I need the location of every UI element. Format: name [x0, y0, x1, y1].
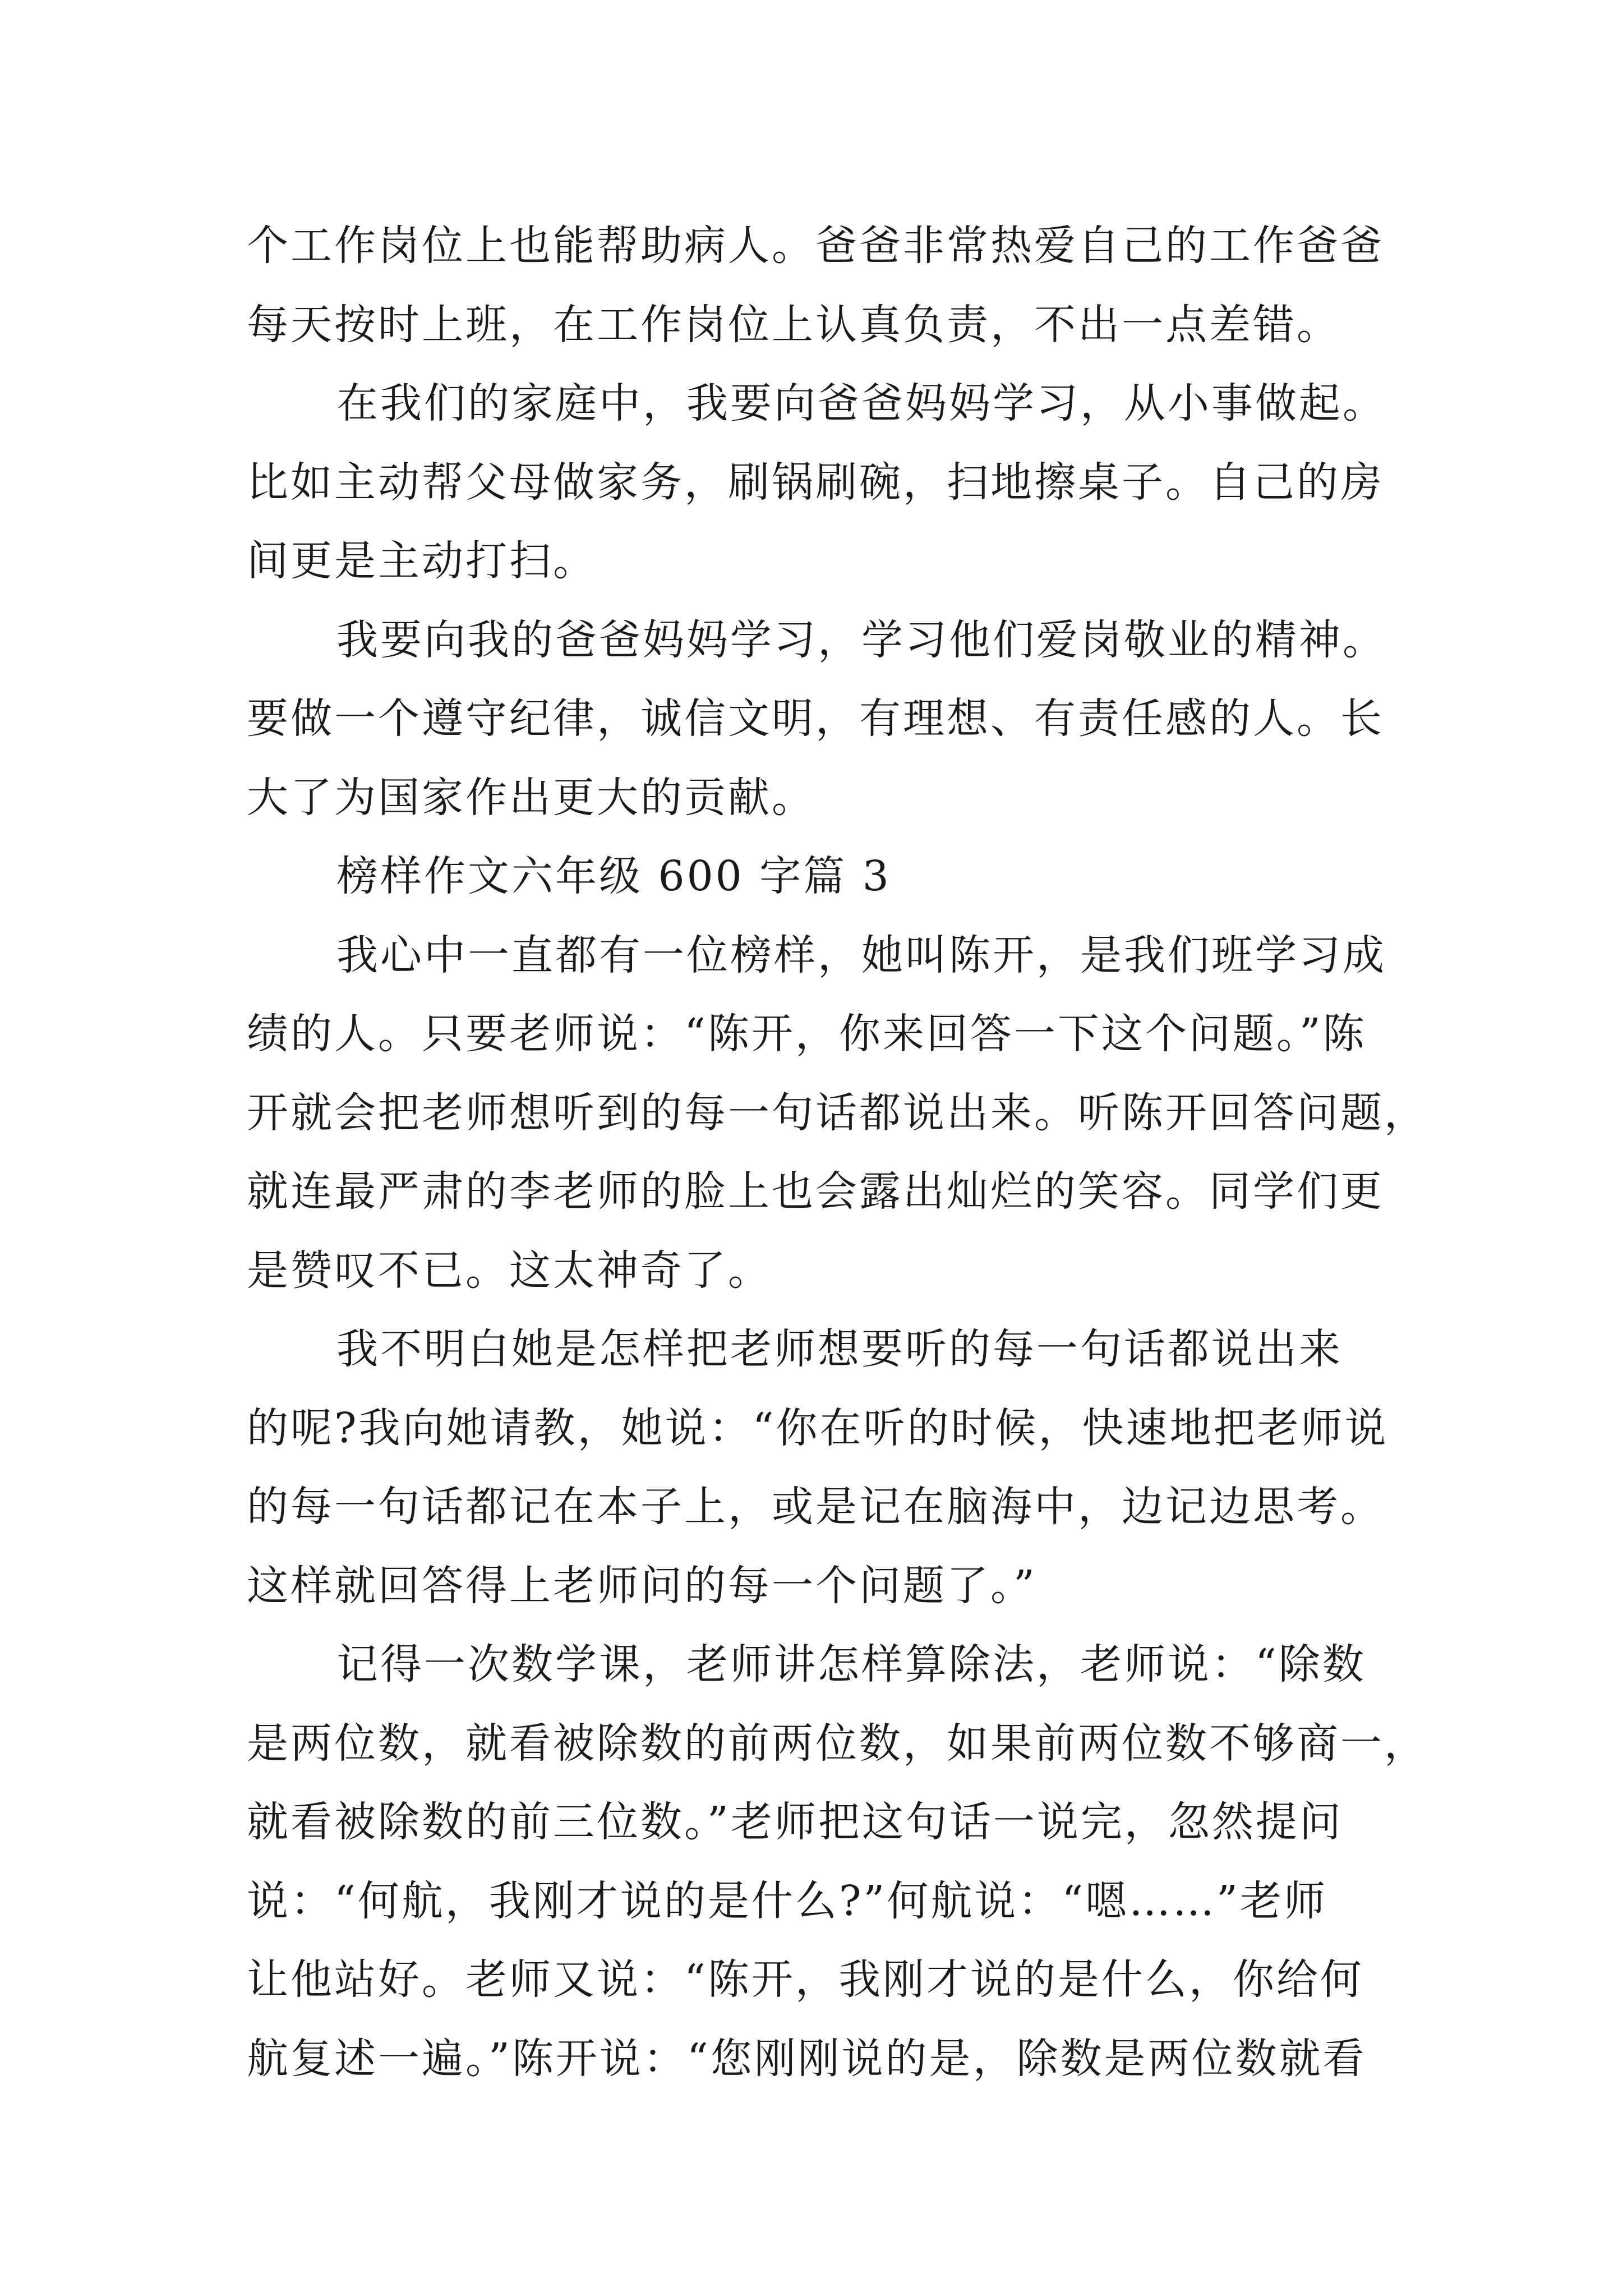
paragraph-start: 记得一次数学课，老师讲怎样算除法，老师说：“除数 — [336, 1640, 1366, 1688]
paragraph-start: 我不明白她是怎样把老师想要听的每一句话都说出来 — [336, 1325, 1343, 1373]
text-line: 让他站好。老师又说：“陈开，我刚才说的是什么，你给何 — [247, 1955, 1364, 2004]
text-line: 航复述一遍。”陈开说：“您刚刚说的是，除数是两位数就看 — [247, 2034, 1367, 2083]
text-line: 是赞叹不已。这太神奇了。 — [247, 1246, 772, 1295]
paragraph-start: 在我们的家庭中，我要向爸爸妈妈学习，从小事做起。 — [336, 379, 1386, 427]
section-heading: 榜样作文六年级 600 字篇 3 — [336, 852, 891, 900]
text-line: 开就会把老师想听到的每一句话都说出来。听陈开回答问题， — [247, 1088, 1428, 1137]
text-line: 就看被除数的前三位数。”老师把这句话一说完，忽然提问 — [247, 1798, 1343, 1846]
paragraph-start: 我心中一直都有一位榜样，她叫陈开，是我们班学习成 — [336, 931, 1386, 979]
text-line: 每天按时上班，在工作岗位上认真负责，不出一点差错。 — [247, 300, 1340, 349]
text-line: 的呢?我向她请教，她说：“你在听的时候，快速地把老师说 — [247, 1404, 1389, 1452]
text-line: 说：“何航，我刚才说的是什么?”何航说：“嗯……”老师 — [247, 1876, 1327, 1925]
text-line: 间更是主动打扫。 — [247, 537, 597, 585]
text-line: 大了为国家作出更大的贡献。 — [247, 773, 815, 822]
paragraph-start: 我要向我的爸爸妈妈学习，学习他们爱岗敬业的精神。 — [336, 615, 1386, 664]
text-line: 就连最严肃的李老师的脸上也会露出灿烂的笑容。同学们更 — [247, 1167, 1384, 1216]
text-line: 是两位数，就看被除数的前两位数，如果前两位数不够商一， — [247, 1719, 1428, 1768]
text-line: 这样就回答得上老师问的每一个问题了。” — [247, 1561, 1037, 1610]
text-line: 的每一句话都记在本子上，或是记在脑海中，边记边思考。 — [247, 1483, 1384, 1531]
text-line: 要做一个遵守纪律，诚信文明，有理想、有责任感的人。长 — [247, 694, 1384, 743]
text-line: 绩的人。只要老师说：“陈开，你来回答一下这个问题。”陈 — [247, 1010, 1367, 1058]
document-body — [247, 206, 1428, 2098]
text-line: 个工作岗位上也能帮助病人。爸爸非常热爱自己的工作爸爸 — [247, 222, 1384, 270]
text-line: 比如主动帮父母做家务，刷锅刷碗，扫地擦桌子。自己的房 — [247, 458, 1384, 507]
